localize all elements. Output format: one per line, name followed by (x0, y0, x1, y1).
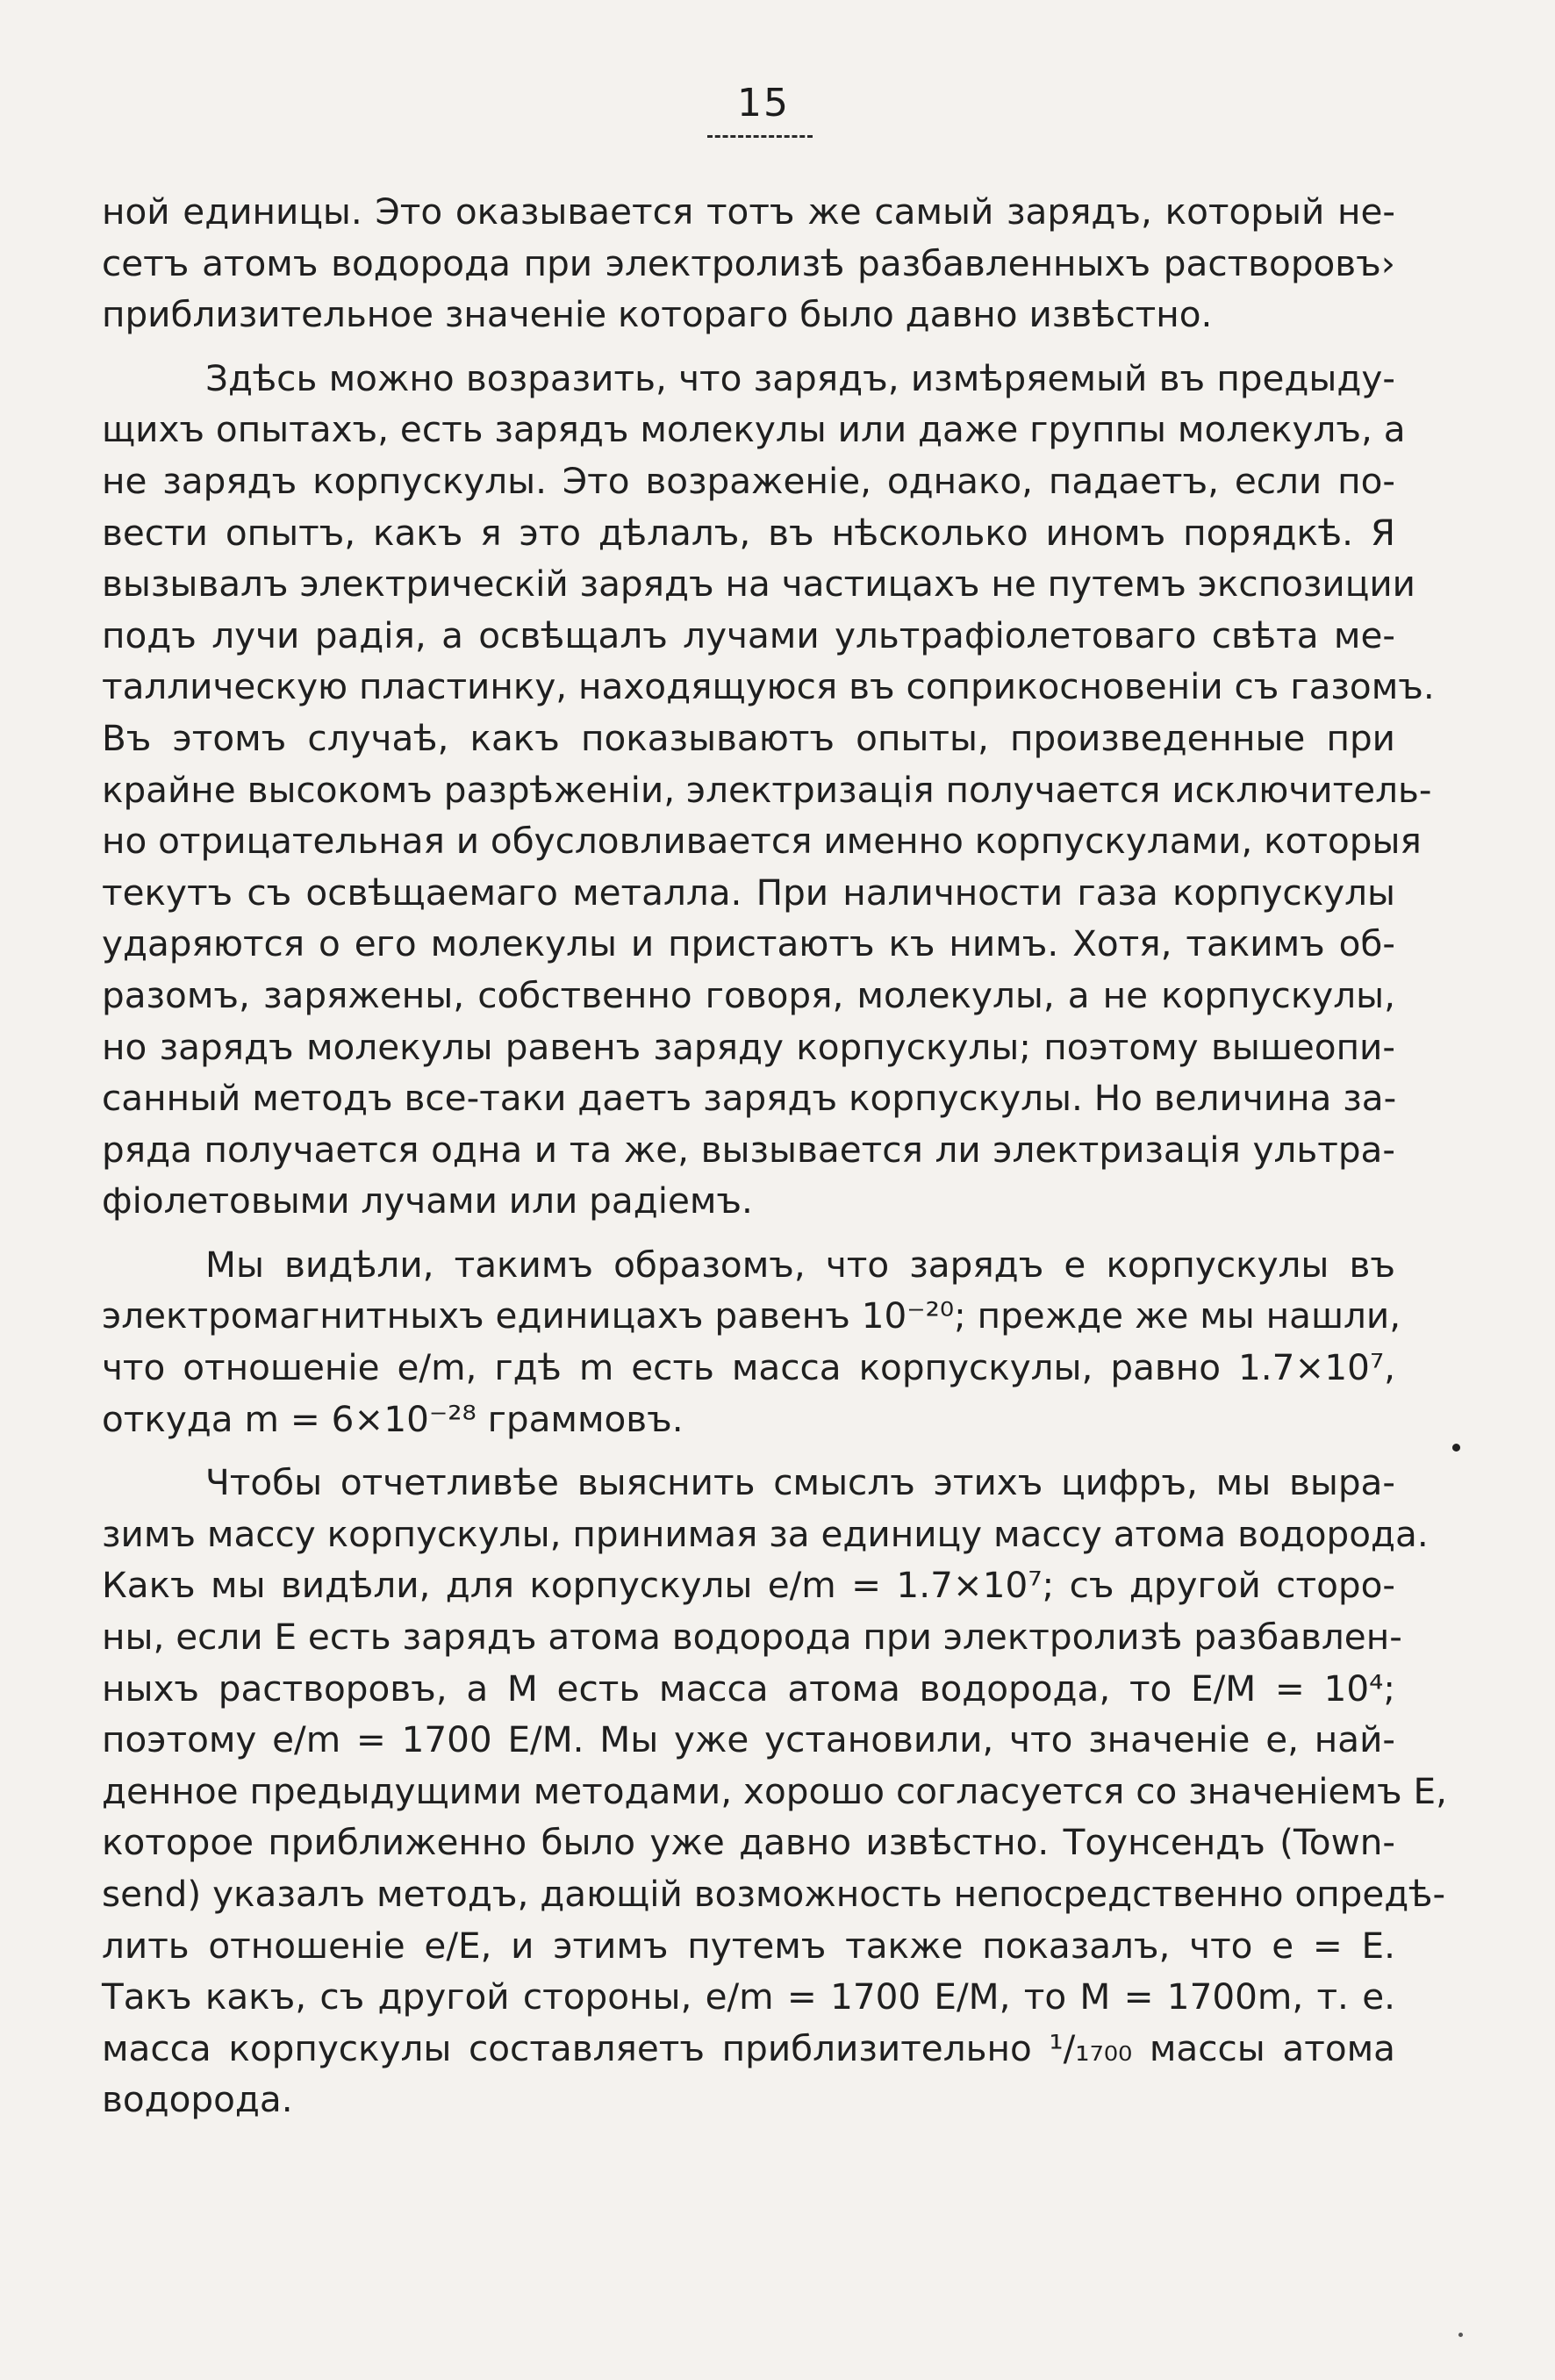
text-line: щихъ опытахъ, есть зарядъ молекулы или даже группы молекулъ, а (102, 408, 1406, 451)
text-line: водорода. (102, 2078, 293, 2121)
text-line: денное предыдущими методами, хорошо согласуется со значенiемъ E, (102, 1769, 1447, 1812)
text-line: масса корпускулы составляетъ приблизительно ¹/₁₇₀₀ массы атома (102, 2026, 1395, 2069)
text-line: ны, если E есть зарядъ атома водорода при электролизѣ разбавлен- (102, 1616, 1402, 1659)
text-line: ряда получается одна и та же, вызывается ли электризацiя ультра- (102, 1128, 1395, 1171)
text-line: что отношенiе e/m, гдѣ m есть масса корпускулы, равно 1.7×10⁷, (102, 1346, 1395, 1389)
text-line: крайне высокомъ разрѣженiи, электризацiя получается исключитель- (102, 768, 1432, 811)
text-line: текутъ съ освѣщаемаго металла. При наличности газа корпускулы (102, 871, 1395, 914)
text-line: лить отношенiе e/E, и этимъ путемъ также показалъ, что e = E. (102, 1924, 1395, 1967)
page-number-rule (707, 135, 813, 138)
paragraph (102, 353, 1435, 1227)
text-column (102, 186, 1447, 2138)
text-line: фiолетовыми лучами или радiемъ. (102, 1179, 753, 1222)
text-line: подъ лучи радiя, а освѣщалъ лучами ультрафiолетоваго свѣта ме- (102, 613, 1395, 656)
paragraph (102, 1457, 1447, 2126)
text-line: Мы видѣли, такимъ образомъ, что зарядъ e корпускулы въ (205, 1243, 1395, 1286)
text-line: send) указалъ методъ, дающiй возможность непосредственно опредѣ- (102, 1873, 1446, 1915)
text-line: электромагнитныхъ единицахъ равенъ 10⁻²⁰; прежде же мы нашли, (102, 1294, 1401, 1337)
text-line: сетъ атомъ водорода при электролизѣ разбавленныхъ растворовъ› (102, 241, 1395, 284)
text-line: Въ этомъ случаѣ, какъ показываютъ опыты, произведенные при (102, 716, 1395, 759)
paragraph (102, 1239, 1401, 1444)
text-line: санный методъ все-таки даетъ зарядъ корпускулы. Но величина за- (102, 1077, 1397, 1120)
text-line: не зарядъ корпускулы. Это возраженiе, однако, падаетъ, если по- (102, 459, 1395, 502)
text-line: Такъ какъ, съ другой стороны, e/m = 1700 E/M, то M = 1700m, т. е. (102, 1975, 1395, 2018)
text-line: но отрицательная и обусловливается именно корпускулами, которыя (102, 820, 1422, 863)
text-line: разомъ, заряжены, собственно говоря, молекулы, а не корпускулы, (102, 973, 1395, 1016)
text-line: вести опытъ, какъ я это дѣлалъ, въ нѣсколько иномъ порядкѣ. Я (102, 511, 1395, 554)
text-line: откуда m = 6×10⁻²⁸ граммовъ. (102, 1397, 684, 1440)
page-number: 15 (737, 81, 790, 125)
text-line: но зарядъ молекулы равенъ заряду корпускулы; поэтому вышеопи- (102, 1025, 1395, 1068)
text-line: приблизительное значенiе котораго было давно извѣстно. (102, 293, 1213, 336)
text-line: Какъ мы видѣли, для корпускулы e/m = 1.7×10⁷; съ другой сторо- (102, 1564, 1395, 1607)
text-line: поэтому e/m = 1700 E/M. Мы уже установили, что значенiе e, най- (102, 1718, 1395, 1761)
text-line: ударяются о его молекулы и пристаютъ къ нимъ. Хотя, такимъ об- (102, 922, 1395, 965)
text-line: вызывалъ электрическiй зарядъ на частицахъ не путемъ экспозиции (102, 563, 1415, 606)
text-line: таллическую пластинку, находящуюся въ соприкосновенiи съ газомъ. (102, 665, 1435, 708)
paragraph (102, 186, 1395, 341)
text-line: ной единицы. Это оказывается тотъ же самый зарядъ, который не- (102, 190, 1395, 233)
text-line: зимъ массу корпускулы, принимая за единицу массу атома водорода. (102, 1512, 1429, 1555)
ink-speck (1452, 1444, 1460, 1452)
text-line: Чтобы отчетливѣе выяснить смыслъ этихъ цифръ, мы выра- (205, 1461, 1395, 1504)
text-line: Здѣсь можно возразить, что зарядъ, измѣряемый въ предыду- (205, 356, 1395, 399)
ink-speck (1458, 2333, 1463, 2337)
text-line: ныхъ растворовъ, а M есть масса атома водорода, то E/M = 10⁴; (102, 1667, 1395, 1710)
text-line: которое приближенно было уже давно извѣстно. Тоунсендъ (Town- (102, 1821, 1395, 1864)
